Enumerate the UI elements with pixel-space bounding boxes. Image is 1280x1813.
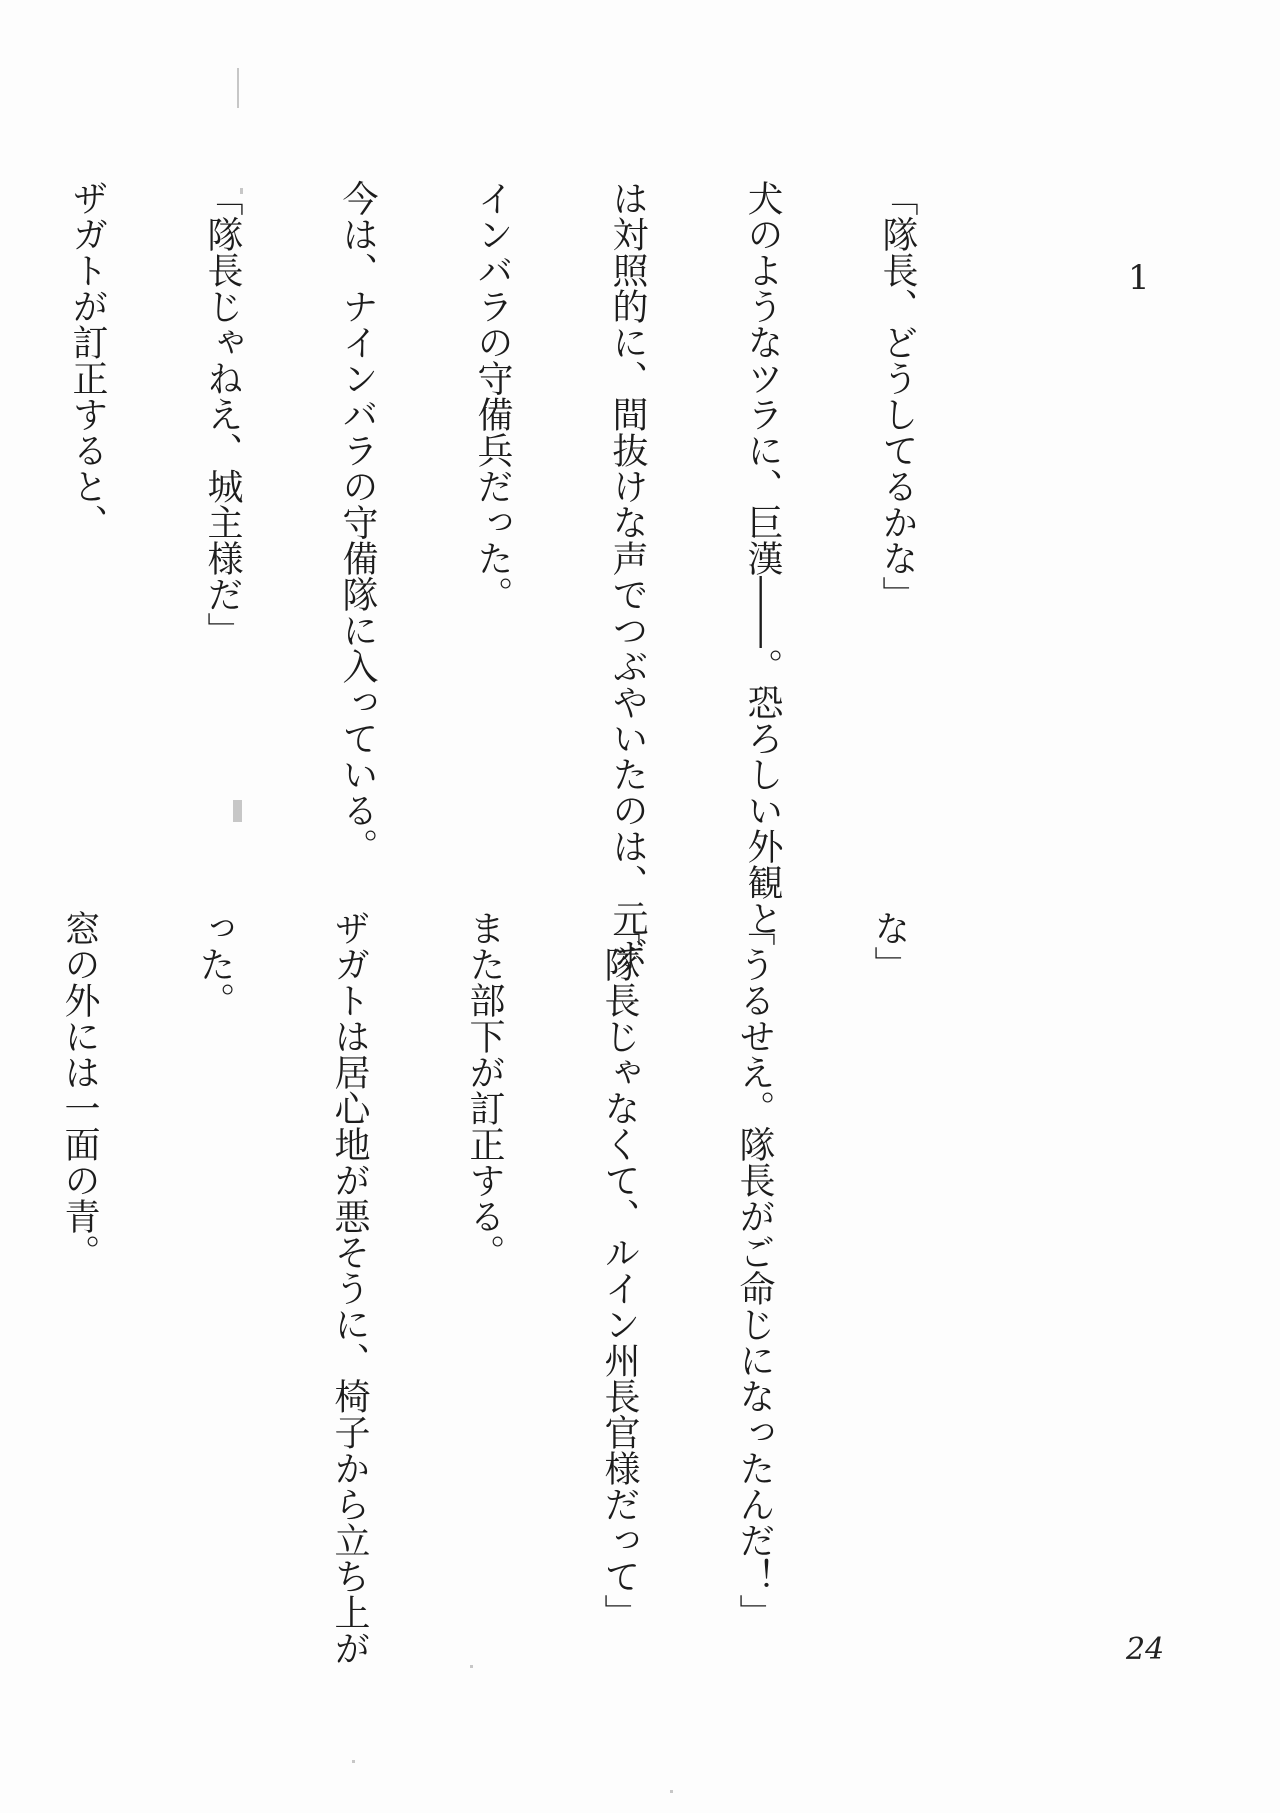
text-line: 今は、ナインバラの守備隊に入っている。 (337, 180, 378, 864)
lower-text-block (0, 910, 1002, 1666)
text-line: また部下が訂正する。 (464, 910, 505, 1270)
page-number: 24 (1126, 1632, 1165, 1667)
chapter-number: 1 (1128, 258, 1150, 298)
text-line: 犬のようなツラに、巨漢――。恐ろしい外観と (742, 180, 783, 936)
text-line: 窓の外には一面の青。 (59, 910, 100, 1270)
text-line: 「隊長、どうしてるかな」 (877, 180, 918, 612)
scan-mark (670, 1790, 673, 1793)
text-line: った。 (194, 910, 235, 1018)
text-line: は対照的に、間抜けな声でつぶやいたのは、元ボ (607, 180, 648, 972)
text-line: 「うるせえ。隊長がご命じになったんだ！」 (734, 910, 775, 1630)
scan-mark (237, 68, 239, 108)
text-line: インバラの守備兵だった。 (472, 180, 513, 612)
text-line: 「隊長じゃねえ、城主様だ」 (202, 180, 243, 648)
scan-mark (352, 1760, 355, 1763)
scan-mark (470, 1665, 473, 1668)
text-line: ザガトは居心地が悪そうに、椅子から立ち上が (329, 910, 370, 1666)
text-line: 「隊長じゃなくて、ルイン州長官様だって」 (599, 910, 640, 1630)
text-line: ザガトが訂正すると、 (67, 180, 108, 540)
upper-text-block (0, 180, 1010, 972)
text-line: な」 (869, 910, 910, 982)
